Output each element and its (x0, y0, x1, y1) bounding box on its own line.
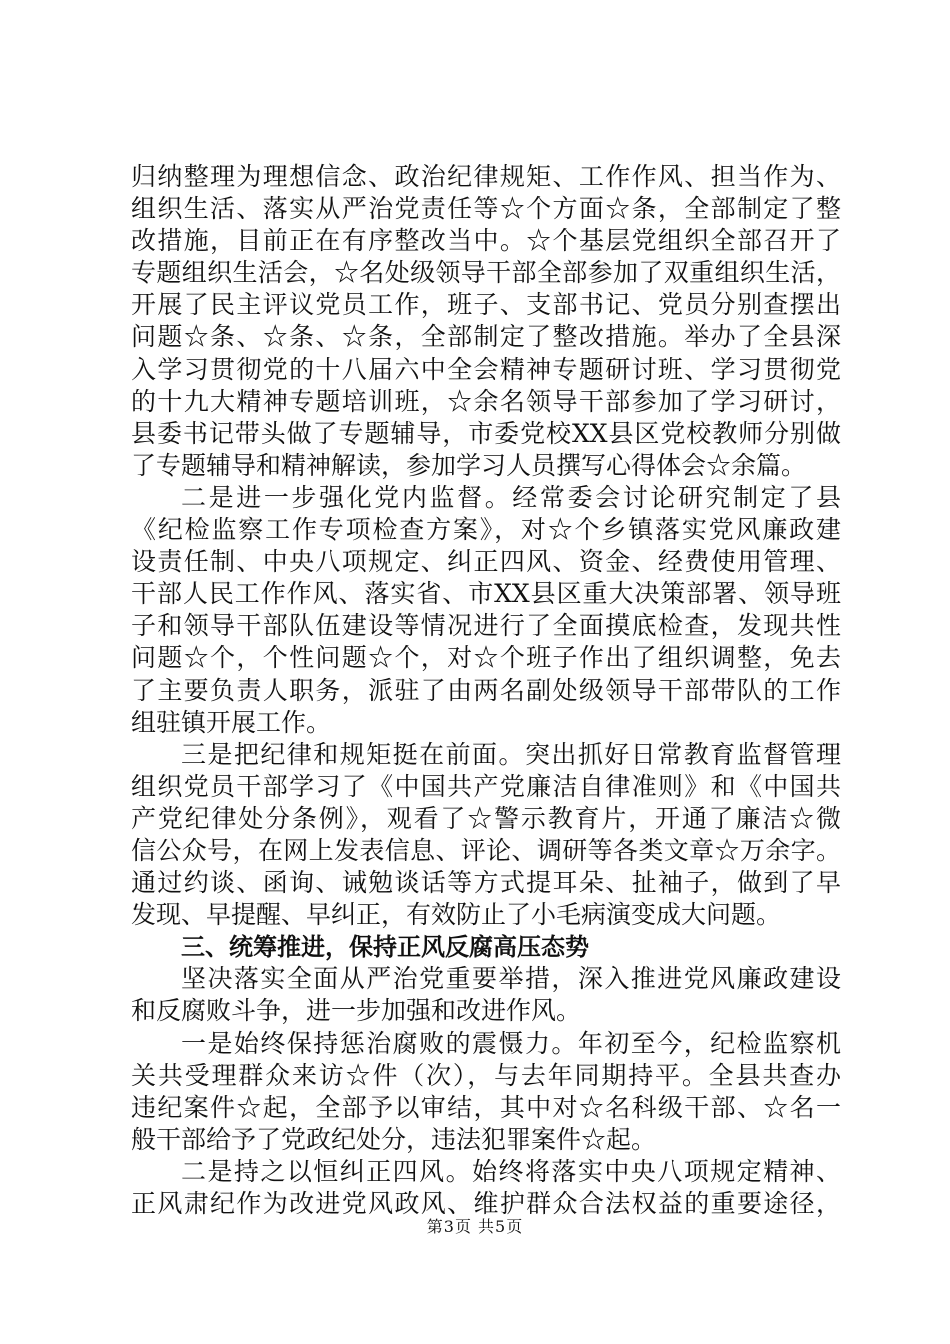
body-line: 组织党员干部学习了《中国共产党廉洁自律准则》和《中国共 (131, 771, 841, 801)
body-line: 归纳整理为理想信念、政治纪律规矩、工作作风、担当作为、 (131, 162, 841, 191)
body-line: 专题组织生活会，☆名处级领导干部全部参加了双重组织生活， (131, 258, 841, 288)
body-line: 开展了民主评议党员工作，班子、支部书记、党员分别查摆出 (131, 290, 841, 320)
body-line: 发现、早提醒、早纠正，有效防止了小毛病演变成大问题。 (131, 900, 782, 930)
body-line: 正风肃纪作为改进党风政风、维护群众合法权益的重要途径， (131, 1189, 841, 1218)
body-line: 了专题辅导和精神解读，参加学习人员撰写心得体会☆余篇。 (131, 450, 807, 480)
paragraph-start-line: 三是把纪律和规矩挺在前面。突出抓好日常教育监督管理 (181, 739, 841, 769)
body-line: 般干部给予了党政纪处分，违法犯罪案件☆起。 (131, 1124, 657, 1154)
body-line: 关共受理群众来访☆件（次），与去年同期持平。全县共查办 (131, 1060, 841, 1090)
page-number-footer: 第3页 共5页 (426, 1217, 524, 1236)
body-line: 入学习贯彻党的十八届六中全会精神专题研讨班、学习贯彻党 (131, 354, 841, 384)
body-line: 设责任制、中央八项规定、纠正四风、资金、经费使用管理、 (131, 547, 841, 577)
body-line: 违纪案件☆起，全部予以审结，其中对☆名科级干部、☆名一 (131, 1092, 841, 1122)
body-line: 问题☆条、☆条、☆条，全部制定了整改措施。举办了全县深 (131, 322, 841, 352)
body-line: 通过约谈、函询、诫勉谈话等方式提耳朵、扯袖子，做到了早 (131, 868, 841, 898)
body-line: 子和领导干部队伍建设等情况进行了全面摸底检查，发现共性 (131, 611, 841, 641)
document-body (131, 161, 841, 1220)
paragraph-start-line: 坚决落实全面从严治党重要举措，深入推进党风廉政建设 (181, 964, 841, 994)
body-line: 问题☆个，个性问题☆个，对☆个班子作出了组织调整，免去 (131, 643, 841, 673)
body-line: 和反腐败斗争，进一步加强和改进作风。 (131, 996, 582, 1026)
body-line: 改措施，目前正在有序整改当中。☆个基层党组织全部召开了 (131, 226, 841, 256)
paragraph-start-line: 二是持之以恒纠正四风。始终将落实中央八项规定精神、 (181, 1156, 841, 1186)
body-line: 的十九大精神专题培训班，☆余名领导干部参加了学习研讨， (131, 386, 841, 416)
paragraph-start-line: 一是始终保持惩治腐败的震慑力。年初至今，纪检监察机 (181, 1028, 841, 1058)
body-line: 干部人民工作作风、落实省、市XX县区重大决策部署、领导班 (131, 579, 841, 609)
section-heading: 三、统筹推进，保持正风反腐高压态势 (181, 933, 589, 962)
body-line: 组驻镇开展工作。 (131, 707, 332, 737)
body-line: 了主要负责人职务，派驻了由两名副处级领导干部带队的工作 (131, 675, 841, 705)
body-line: 信公众号，在网上发表信息、评论、调研等各类文章☆万余字。 (131, 835, 841, 865)
body-line: 《纪检监察工作专项检查方案》，对☆个乡镇落实党风廉政建 (131, 515, 841, 545)
body-line: 组织生活、落实从严治党责任等☆个方面☆条，全部制定了整 (131, 194, 841, 224)
body-line: 产党纪律处分条例》，观看了☆警示教育片，开通了廉洁☆微 (131, 803, 841, 833)
body-line: 县委书记带头做了专题辅导，市委党校XX县区党校教师分别做 (131, 418, 841, 448)
paragraph-start-line: 二是进一步强化党内监督。经常委会讨论研究制定了县 (181, 482, 841, 512)
